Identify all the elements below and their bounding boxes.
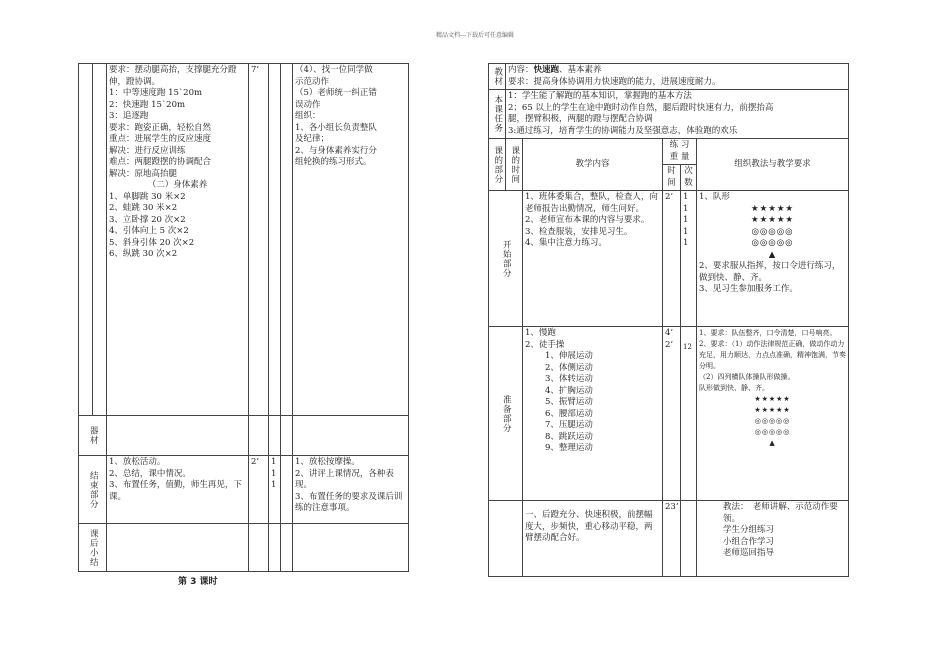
formation-row: ◎◎◎◎◎: [754, 428, 791, 436]
left-top-line: 解决：进行反应训练: [109, 145, 186, 156]
lesson-task-line: 3:通过练习，培育学生的协调能力及坚强意志，体验跑的欢乐: [508, 125, 738, 136]
left-top-line: 1：中等速度跑 15`20m: [109, 88, 203, 98]
start-section-counts: [681, 191, 697, 327]
left-top-org-line: 示范动作: [295, 76, 330, 87]
left-part-cell: [79, 64, 93, 416]
basic-section-time: 23’: [663, 501, 681, 577]
col-header-time: 课的时间: [506, 139, 523, 191]
left-top-list-item: 1、单脚跳 30 米×2: [109, 191, 186, 202]
lesson-task-label: 本课任务: [489, 90, 506, 139]
prep-exercise-item: 7、压腿运动: [545, 420, 593, 430]
left-time-cell: [93, 64, 107, 416]
formation-row: ◎◎◎◎◎: [751, 238, 794, 248]
formation-row: ◎◎◎◎◎: [751, 226, 794, 237]
col-header-part: 课的部分: [489, 139, 506, 191]
start-count: 1: [683, 238, 689, 248]
basic-org-line: 小组合作学习: [723, 536, 775, 547]
left-top-org-line: 组织：: [295, 111, 321, 121]
left-top-org-line: （5）老师统一纠正错: [295, 88, 377, 98]
lesson-task-line: 腿，摆臂积极，两腿的蹬与摆配合协调: [508, 114, 653, 124]
formation-row: ◎◎◎◎◎: [754, 417, 791, 425]
start-count: 1: [683, 215, 689, 225]
start-section-time: 2’: [663, 191, 681, 327]
left-top-time: 7’: [249, 64, 269, 416]
formation-row: ▲: [768, 249, 777, 260]
left-top-list-item: 5、斜身引体 20 次×2: [109, 237, 195, 248]
end-section-time: 2’: [249, 456, 269, 524]
equipment-label: 器材: [79, 416, 107, 456]
prep-exercise-item: 9、整理运动: [545, 443, 593, 453]
basic-org-line: 老师巡回指导: [723, 548, 775, 558]
left-top-list: [109, 192, 246, 261]
prep-section-label: 准备部分: [489, 327, 523, 501]
end-section-counts: [269, 456, 281, 524]
formation-row: ▲: [769, 439, 776, 447]
left-top-list-item: 2、蛙跳 30 米×2: [109, 203, 178, 213]
left-top-line: 要求：跑姿正确，轻松自然: [109, 122, 212, 133]
lesson-number-footer: 第 3 课时: [178, 577, 218, 587]
left-top-line: 要求：摆动腿高抬，支撑腿充分蹬: [109, 65, 237, 75]
left-top-org-line: 及纪律；: [295, 134, 330, 144]
lesson-task-line: 2；65 以上的学生在途中跑时动作自然，腿后蹬时快速有力，前摆抬高: [508, 102, 774, 113]
left-top-line: 解决：原地高抬腿: [109, 168, 178, 179]
formation-row: ★★★★★: [750, 215, 795, 225]
prep-item: 2、徒手操: [525, 339, 565, 350]
basic-section-organization: [697, 501, 849, 577]
end-count: 1: [271, 468, 277, 479]
left-top-org-line: 组轮换的练习形式。: [295, 157, 372, 167]
formation-row: ★★★★★: [754, 406, 791, 414]
prep-section-organization: 1、要求：队伍整齐，口令清楚，口号响亮。 2、要求：（1）动作法律规范正确，做动作动力充足，用力顺达，力点点准确，精神饱满，节奏分明。 （2）四列横队体操队形做操。 队形做到快、静、齐。 ★★★★★ ★★★★★ ◎◎◎◎◎ ◎◎◎◎◎ ▲: [697, 327, 849, 501]
start-section-content: 1、班体委集合，整队，检查人，向老师报告出勤情况，师生问好。 2、老师宣布本课的内容与要求。 3、检查服装，安排见习生。 4、集中注意力练习。: [523, 191, 663, 327]
col-header-organization: 组织教法与教学要求: [697, 139, 849, 191]
left-top-list-item: 6、纵跳 30 次×2: [109, 249, 178, 259]
right-lesson-table: [488, 63, 849, 577]
formation-row: ★★★★★: [754, 395, 791, 403]
formation-row: ★★★★★: [750, 203, 795, 214]
prep-item: 1、慢跑: [525, 328, 556, 338]
start-count: 1: [683, 192, 689, 202]
col-header-content: 教学内容: [523, 139, 663, 191]
page-header: 精品文档---下载后可任意编辑: [435, 32, 515, 39]
left-lesson-table: [78, 63, 409, 572]
start-count: 1: [683, 226, 689, 237]
left-top-organization: [293, 64, 409, 416]
left-top-line: 难点：两腿蹬摆的协调配合: [109, 157, 212, 167]
prep-exercise-item: 8、跳跃运动: [545, 431, 593, 442]
prep-exercise-item: 1、伸展运动: [545, 351, 593, 361]
prep-exercise-item: 5、振臂运动: [545, 397, 593, 407]
prep-section-content: [523, 327, 663, 501]
left-top-org-line: 误动作: [295, 99, 321, 110]
left-top-line: 重点：进展学生的反应速度: [109, 134, 212, 144]
basic-org-line: 学生分组练习: [723, 525, 775, 535]
basic-org-line: 教法： 老师讲解、示范动作要领。: [723, 502, 838, 524]
left-top-org-line: 2、与身体素养实行分: [295, 145, 377, 156]
end-section-label: 结束部分: [79, 456, 107, 524]
lesson-task-line: 1：学生能了解跑的基本知识，掌握跑的基本方法: [508, 91, 692, 101]
col-header-load-count: 次数: [681, 165, 697, 191]
left-top-list-item: 4、引体向上 5 次×2: [109, 226, 189, 236]
prep-section-count: 12: [681, 327, 697, 501]
end-count: 1: [271, 480, 277, 490]
left-top-content: [107, 64, 249, 416]
prep-time: 4’: [665, 328, 674, 338]
end-section-organization: 1、放松按摩操。 2、讲评上课情况，各种表现。 3、布置任务的要求及课后训练的注意事项。: [293, 456, 409, 524]
material-content: 内容：快速跑、基本素养 要求：提高身体协调用力快速跑的能力，进展速度耐力。: [506, 64, 849, 90]
left-top-line: 伸，蹬协调。: [109, 76, 161, 87]
after-class-summary-label: 课后小结: [79, 524, 107, 572]
left-top-org-line: 1、各小组长负责整队: [295, 122, 377, 133]
start-section-organization: 1、队形 ★★★★★ ★★★★★ ◎◎◎◎◎ ◎◎◎◎◎ ▲ 2、要求服从指挥，按口令进行练习，做到快、静、齐。 3、见习生参加服务工作。: [697, 191, 849, 327]
prep-exercise-item: 3、体转运动: [545, 374, 593, 384]
left-top-line: 2：快速跑 15`20m: [109, 99, 186, 110]
prep-exercise-item: 6、腰部运动: [545, 408, 593, 419]
formation-diagram-a: [699, 204, 846, 262]
col-header-load-time: 时间: [663, 165, 681, 191]
left-top-main-lines: [109, 65, 246, 180]
formation-diagram-b: [699, 394, 846, 449]
start-count: 1: [683, 203, 689, 214]
lesson-task-content: [506, 90, 849, 139]
basic-section-content: 一、后蹬充分、快速积极，前摆幅度大，步频快，重心移动平稳，两臂摆动配合好。: [523, 501, 663, 577]
material-label: 教材: [489, 64, 506, 90]
prep-exercise-item: 4、扩胸运动: [545, 385, 593, 396]
left-top-line: 3：追逐跑: [109, 111, 149, 121]
col-header-load: 练 习 重 量: [663, 139, 697, 165]
end-section-content: 1、放松活动。 2、总结，课中情况。 3、布置任务，值勤，师生再见，下课。: [107, 456, 249, 524]
left-top-org-line: （4）、找一位同学做: [295, 65, 373, 75]
prep-exercise-item: 2、体侧运动: [545, 362, 593, 373]
prep-section-time: [663, 327, 681, 501]
left-top-subtitle: （二）身体素养: [147, 180, 208, 190]
start-section-label: 开始部分: [489, 191, 523, 327]
end-count: 1: [271, 457, 277, 467]
left-top-list-item: 3、立卧撑 20 次×2: [109, 214, 186, 225]
prep-time: 2’: [665, 339, 674, 350]
